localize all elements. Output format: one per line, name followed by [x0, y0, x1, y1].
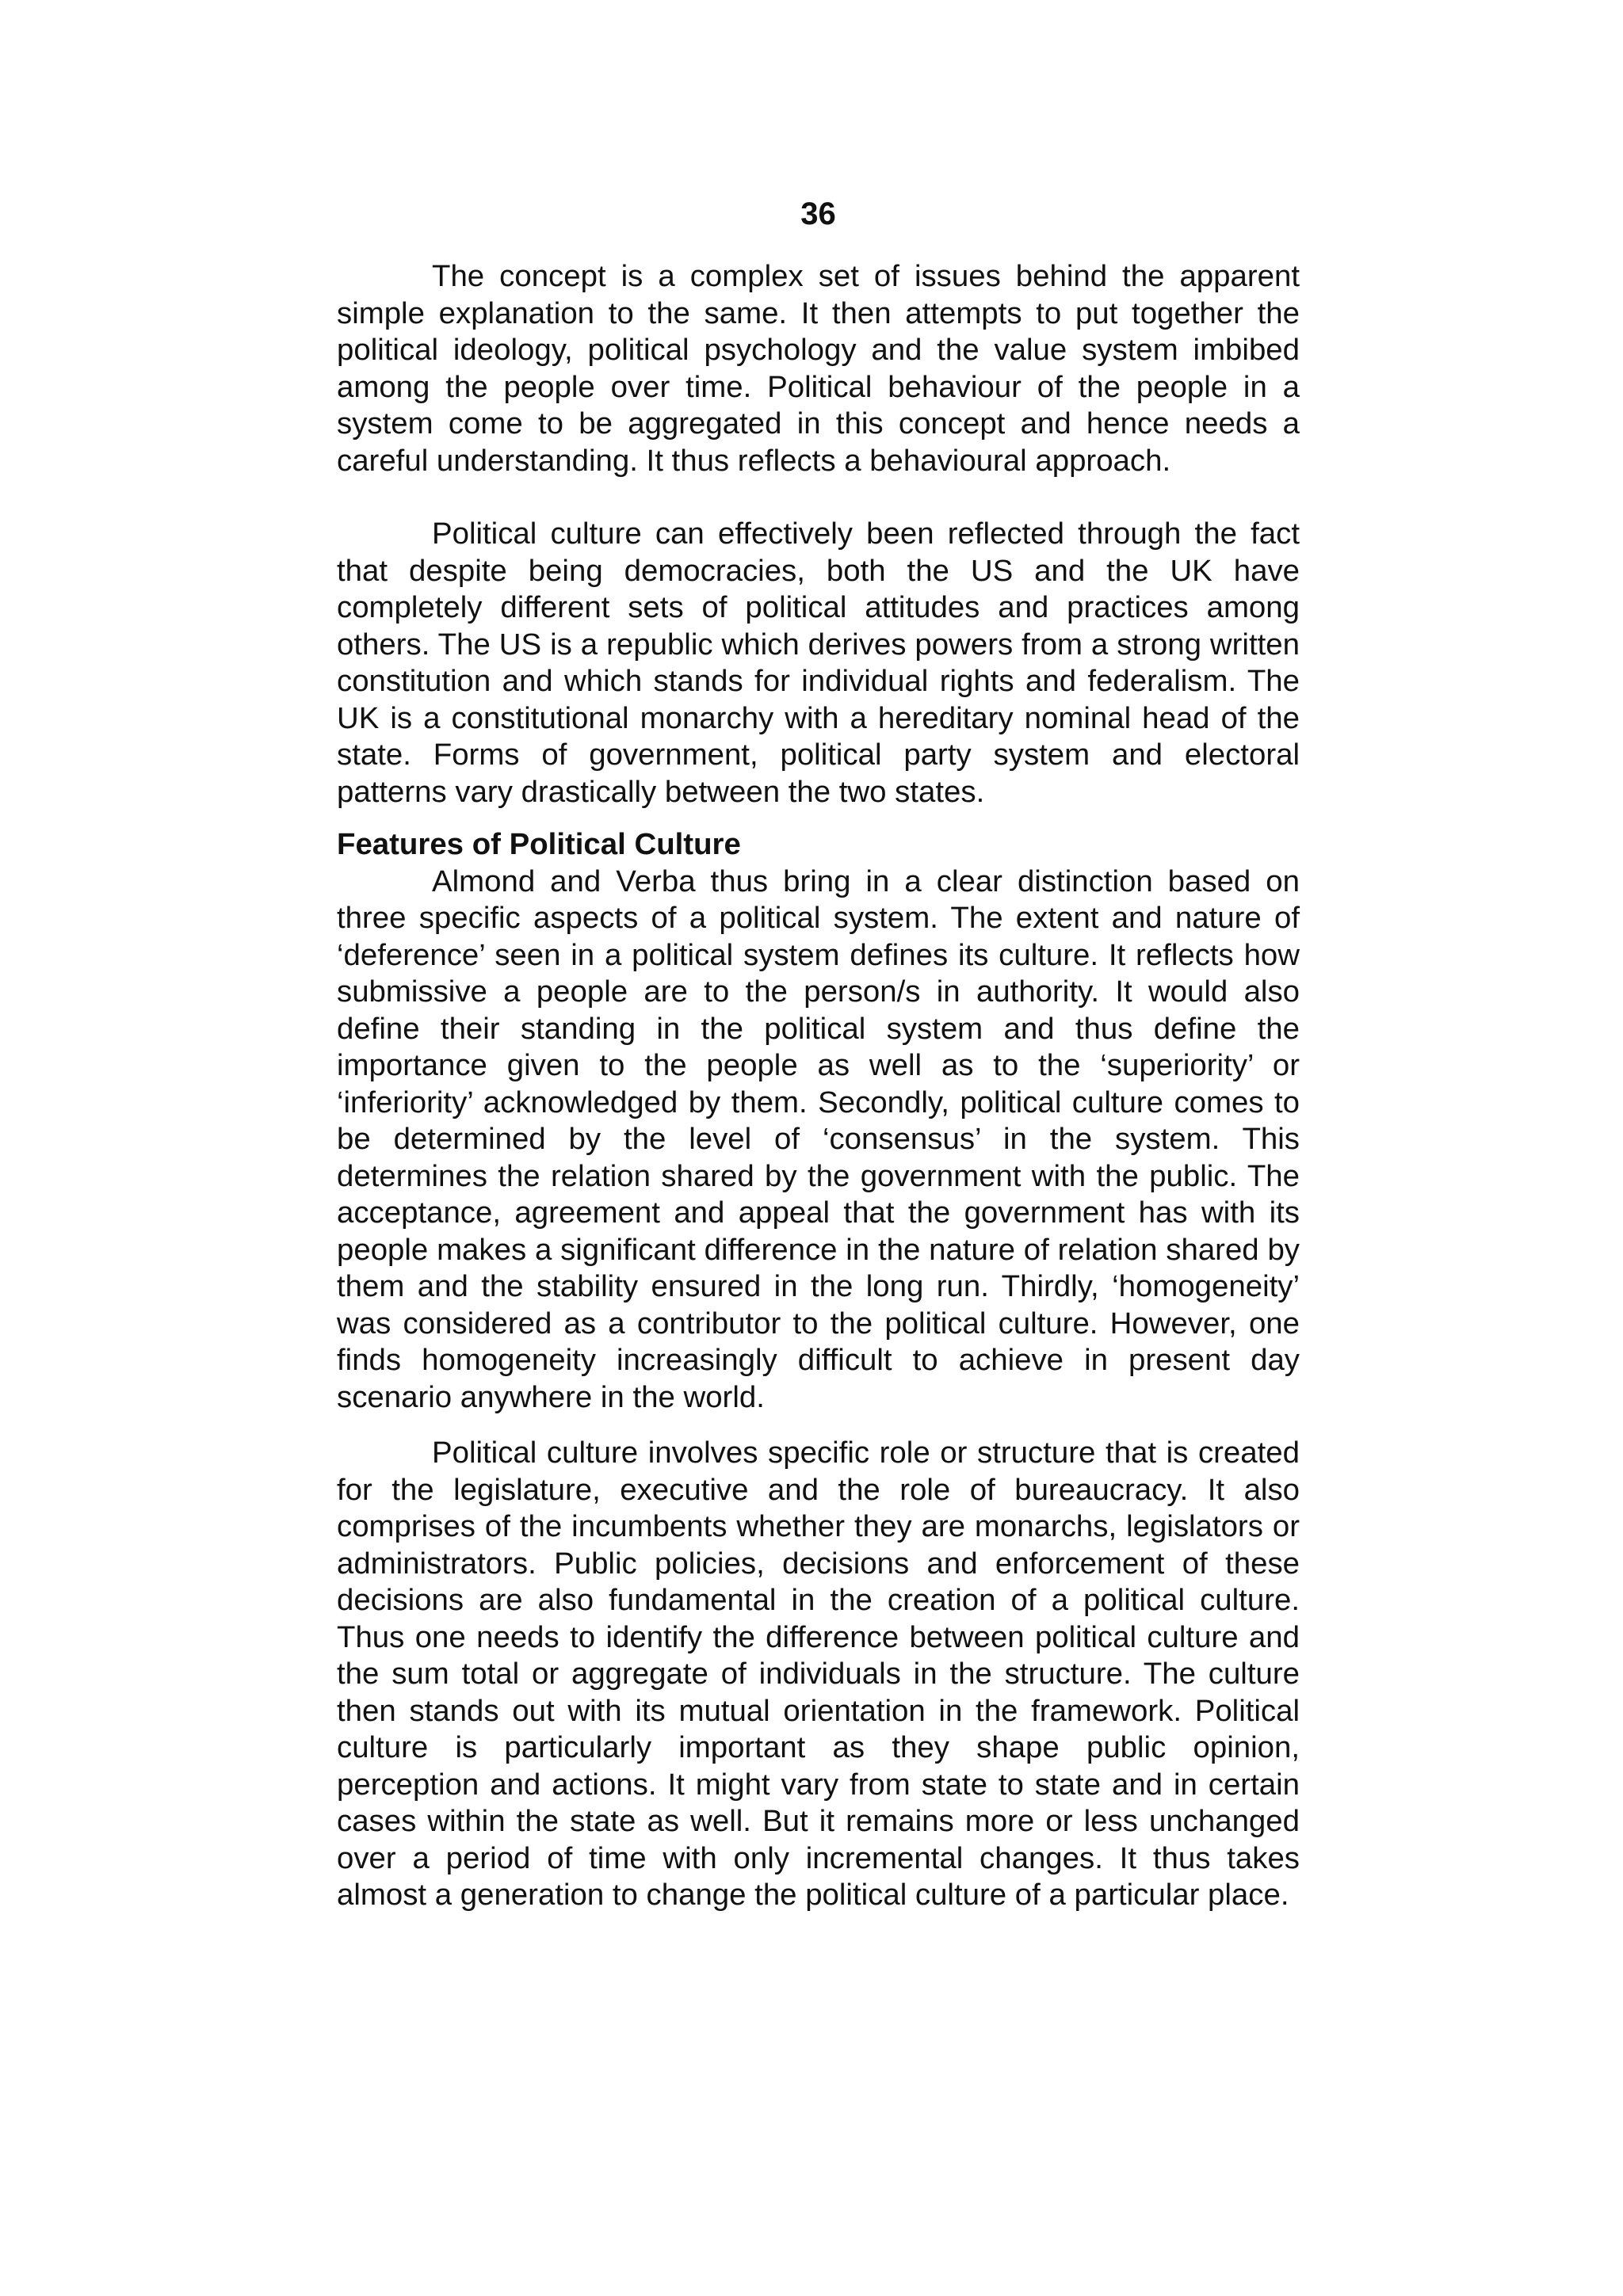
paragraph-us-uk-comparison: Political culture can effectively been reflected through the fact that despite being democracies, both the US and the UK have completely different sets of political attitudes and practices among others. The US is a republic which derives powers from a strong written constitution and which stands for individual rights and federalism. The UK is a constitutional monarchy with a hereditary nominal head of the state. Forms of government, political party system and electoral patterns vary drastically between the two states.	[337, 517, 1300, 809]
paragraph-structure: Political culture involves specific role or structure that is created for the legislature, executive and the role of bureaucracy. It also comprises of the incumbents whether they are monarchs, legislators or administrators. Public policies, decisions and enforcement of these decisions are also fundamental in the creation of a political culture. Thus one needs to identify the difference between political culture and the sum total or aggregate of individuals in the structure. The culture then stands out with its mutual orientation in the framework. Political culture is particularly important as they shape public opinion, perception and actions. It might vary from state to state and in certain cases within the state as well. But it remains more or less unchanged over a period of time with only incremental changes. It thus takes almost a generation to change the political culture of a particular place.	[337, 1436, 1300, 1912]
section-heading: Features of Political Culture	[337, 827, 741, 861]
body-text	[337, 258, 1300, 1914]
paragraph-features: Almond and Verba thus bring in a clear distinction based on three specific aspects of a political system. The extent and nature of ‘deference’ seen in a political system defines its culture. It reflects how submissive a people are to the person/s in authority. It would also define their standing in the political system and thus define the importance given to the people as well as to the ‘superiority’ or ‘inferiority’ acknowledged by them. Secondly, political culture comes to be determined by the level of ‘consensus’ in the system. This determines the relation shared by the government with the public. The acceptance, agreement and appeal that the government has with its people makes a significant difference in the nature of relation shared by them and the stability ensured in the long run. Thirdly, ‘homogeneity’ was considered as a contributor to the political culture. However, one finds homogeneity increasingly difficult to achieve in present day scenario anywhere in the world.	[337, 864, 1300, 1414]
paragraph-concept: The concept is a complex set of issues behind the apparent simple explanation to the same. It then attempts to put together the political ideology, political psychology and the value system imbibed among the people over time. Political behaviour of the people in a system come to be aggregated in this concept and hence needs a careful understanding. It thus reflects a behavioural approach.	[337, 259, 1300, 478]
page-number: 36	[800, 196, 836, 231]
